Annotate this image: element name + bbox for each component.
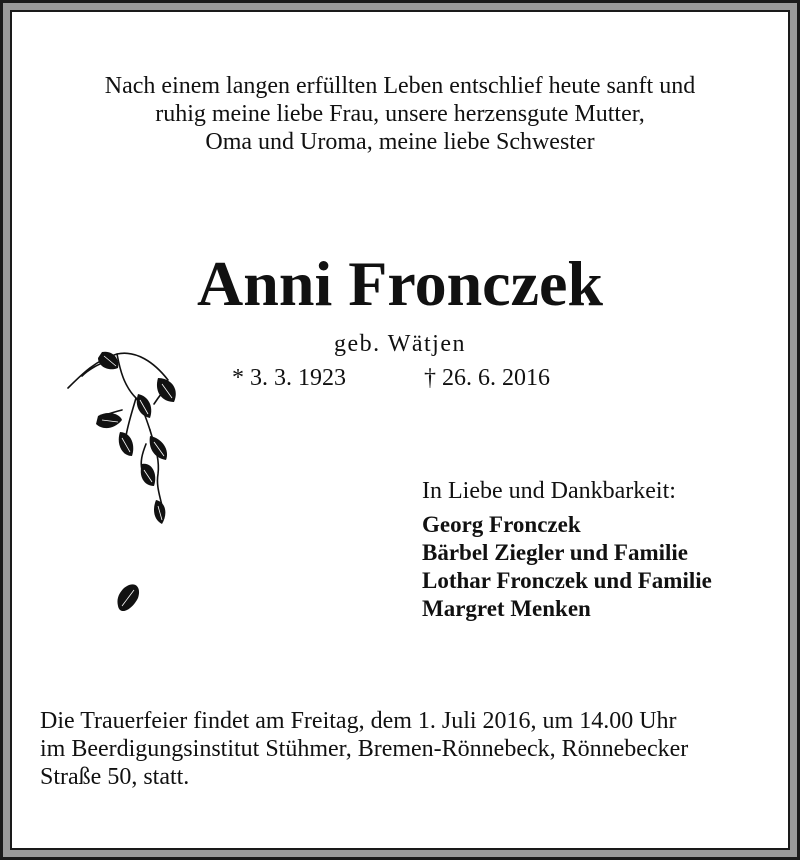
mourner-name: Margret Menken [422,596,591,621]
mourner-name: Bärbel Ziegler und Familie [422,540,688,565]
intro-text [40,72,760,156]
mourner-name: Lothar Fronczek und Familie [422,568,712,593]
mourners-heading: In Liebe und Dankbarkeit: [422,478,676,504]
deceased-name: Anni Fronczek [197,248,603,319]
service-line: Die Trauerfeier findet am Freitag, dem 1. Juli 2016, um 14.00 Uhr [40,708,677,734]
birch-branch-icon [62,340,197,630]
intro-line: Oma und Uroma, meine liebe Schwester [205,129,595,155]
death-date: † 26. 6. 2016 [424,365,550,391]
birth-date: * 3. 3. 1923 [232,365,346,391]
intro-line: Nach einem langen erfüllten Leben entschlief heute sanft und [104,73,696,99]
intro-line: ruhig meine liebe Frau, unsere herzensgute Mutter, [155,101,645,127]
mourner-name: Georg Fronczek [422,512,581,537]
service-line: Straße 50, statt. [40,764,190,790]
service-line: im Beerdigungsinstitut Stühmer, Bremen-Rönnebeck, Rönnebecker [40,736,689,762]
maiden-name: geb. Wätjen [333,331,466,357]
mourners-list [422,511,712,623]
service-info [40,707,770,791]
